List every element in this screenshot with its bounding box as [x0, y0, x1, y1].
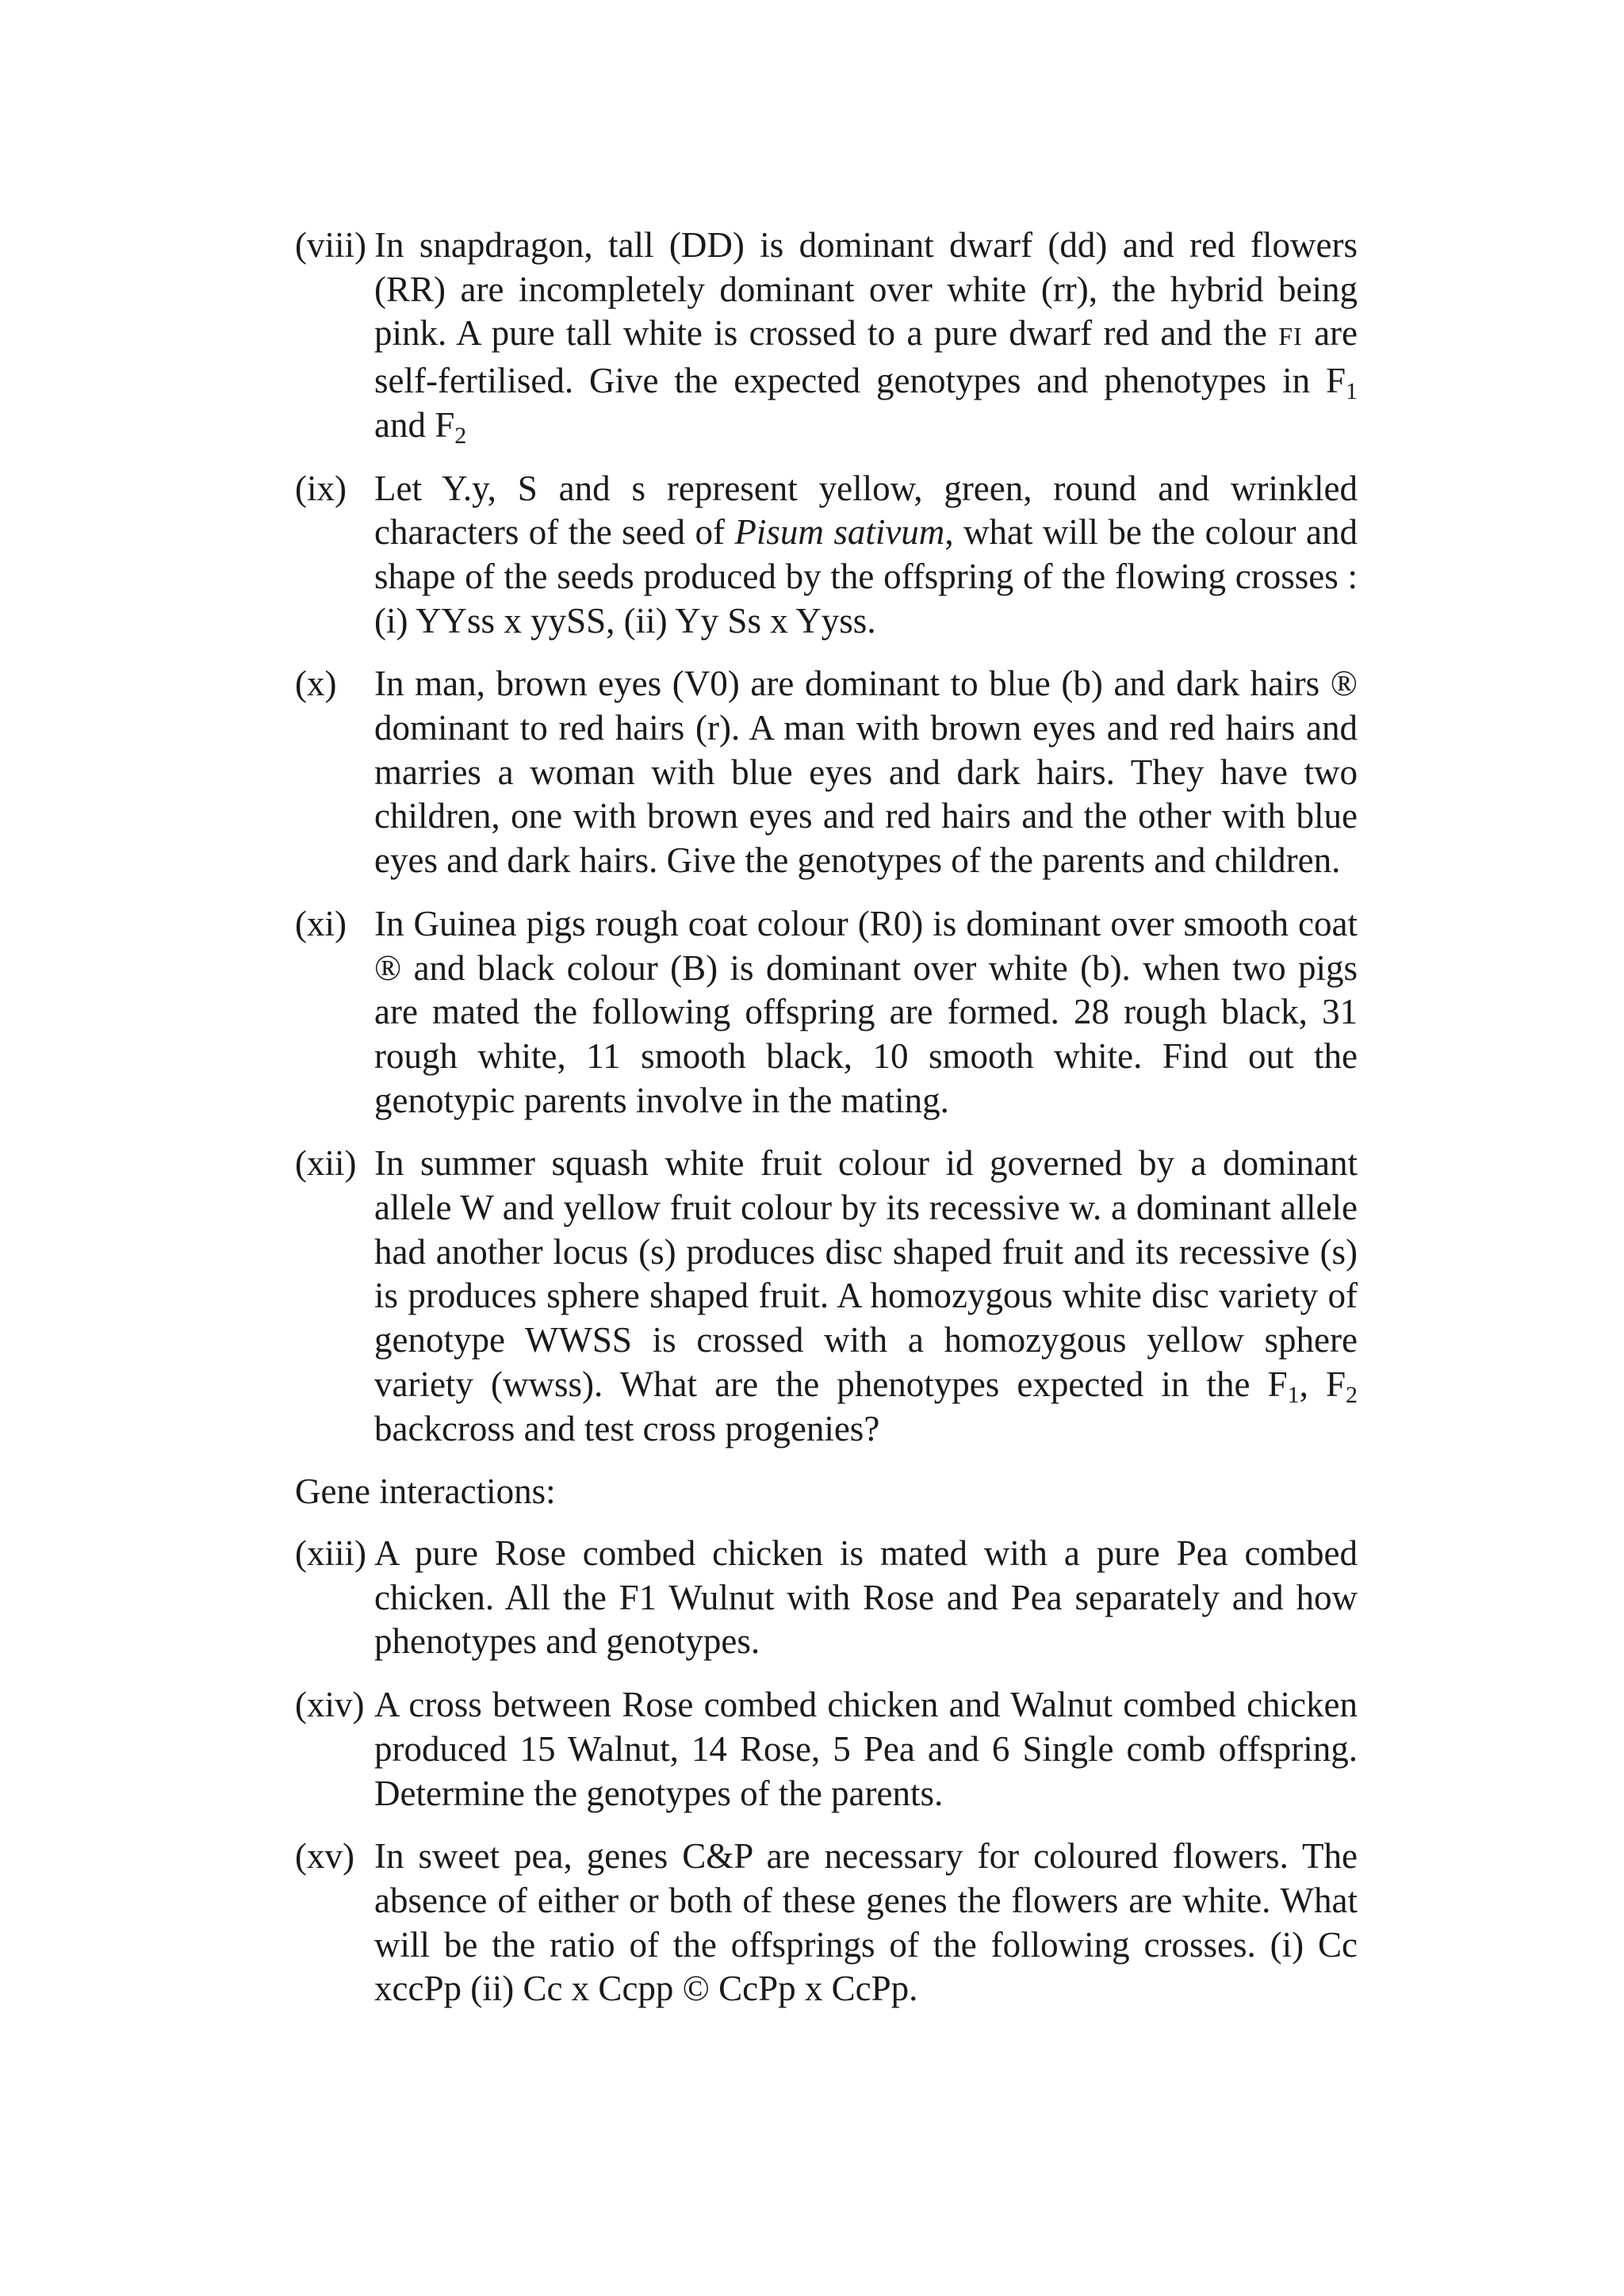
- question-viii: [295, 224, 1358, 448]
- question-text: A pure Rose combed chicken is mated with a pure Pea combed chicken. All the F1 Wulnut with Rose and Pea separately and how phenotypes and genotypes.: [374, 1533, 1358, 1662]
- question-text: In Guinea pigs rough coat colour (R0) is dominant over smooth coat ® and black colour (B) is dominant over white (b). when two pigs are mated the following offspring are formed. 28 rough black, 31 rough white, 11 smooth black, 10 smooth white. Find out the genotypic parents involve in the mating.: [374, 903, 1358, 1120]
- question-number: (viii): [295, 225, 366, 265]
- question-number: (xv): [295, 1836, 354, 1877]
- question-x: [295, 662, 1358, 883]
- section-heading: Gene interactions:: [295, 1471, 556, 1512]
- question-number: (x): [295, 664, 337, 704]
- question-number: (xii): [295, 1143, 357, 1184]
- question-text: In snapdragon, tall (DD) is dominant dwarf (dd) and red flowers (RR) are incompletely dominant over white (rr), the hybrid being pink. A pure tall white is crossed to a pure dwarf red and the FI are self-fertilised. Give the expected genotypes and phenotypes in $F_1$ and $F_2$: [374, 225, 1358, 449]
- question-text: Let Y.y, S and s represent yellow, green, round and wrinkled characters of the seed of Pisum sativum, what will be the colour and shape of the seeds produced by the offspring of the flowing crosses : (i) YYss x yySS, (ii) Yy Ss x Yyss.: [374, 468, 1358, 641]
- question-number: (xiii): [295, 1533, 366, 1573]
- question-number: (xi): [295, 903, 347, 943]
- question-xii: [295, 1142, 1358, 1451]
- question-text: In man, brown eyes (V0) are dominant to blue (b) and dark hairs ® dominant to red hairs (r). A man with brown eyes and red hairs and marries a woman with blue eyes and dark hairs. They have two children, one with brown eyes and red hairs and the other with blue eyes and dark hairs. Give the genotypes of the parents and children.: [374, 664, 1358, 881]
- question-xi: [295, 902, 1358, 1123]
- question-xv: [295, 1835, 1358, 2011]
- document-page: [295, 224, 1358, 2030]
- question-text: In summer squash white fruit colour id governed by a dominant allele W and yellow fruit colour by its recessive w. a dominant allele had another locus (s) produces disc shaped fruit and its recessive (s) is produces sphere shaped fruit. A homozygous white disc variety of genotype WWSS is crossed with a homozygous yellow sphere variety (wwss). What are the phenotypes expected in the $F_1$, $F_2$ backcross and test cross progenies?: [374, 1143, 1358, 1448]
- question-text: In sweet pea, genes C&P are necessary for coloured flowers. The absence of either or both of these genes the flowers are white. What will be the ratio of the offsprings of the following crosses. (i) Cc xccPp (ii) Cc x Ccpp © CcPp x CcPp.: [374, 1836, 1358, 2009]
- question-xiv: [295, 1683, 1358, 1816]
- question-number: (ix): [295, 468, 347, 508]
- question-ix: [295, 467, 1358, 644]
- question-text: A cross between Rose combed chicken and Walnut combed chicken produced 15 Walnut, 14 Rose, 5 Pea and 6 Single comb offspring. Determine the genotypes of the parents.: [374, 1685, 1358, 1813]
- question-xiii: [295, 1532, 1358, 1664]
- question-number: (xiv): [295, 1685, 365, 1725]
